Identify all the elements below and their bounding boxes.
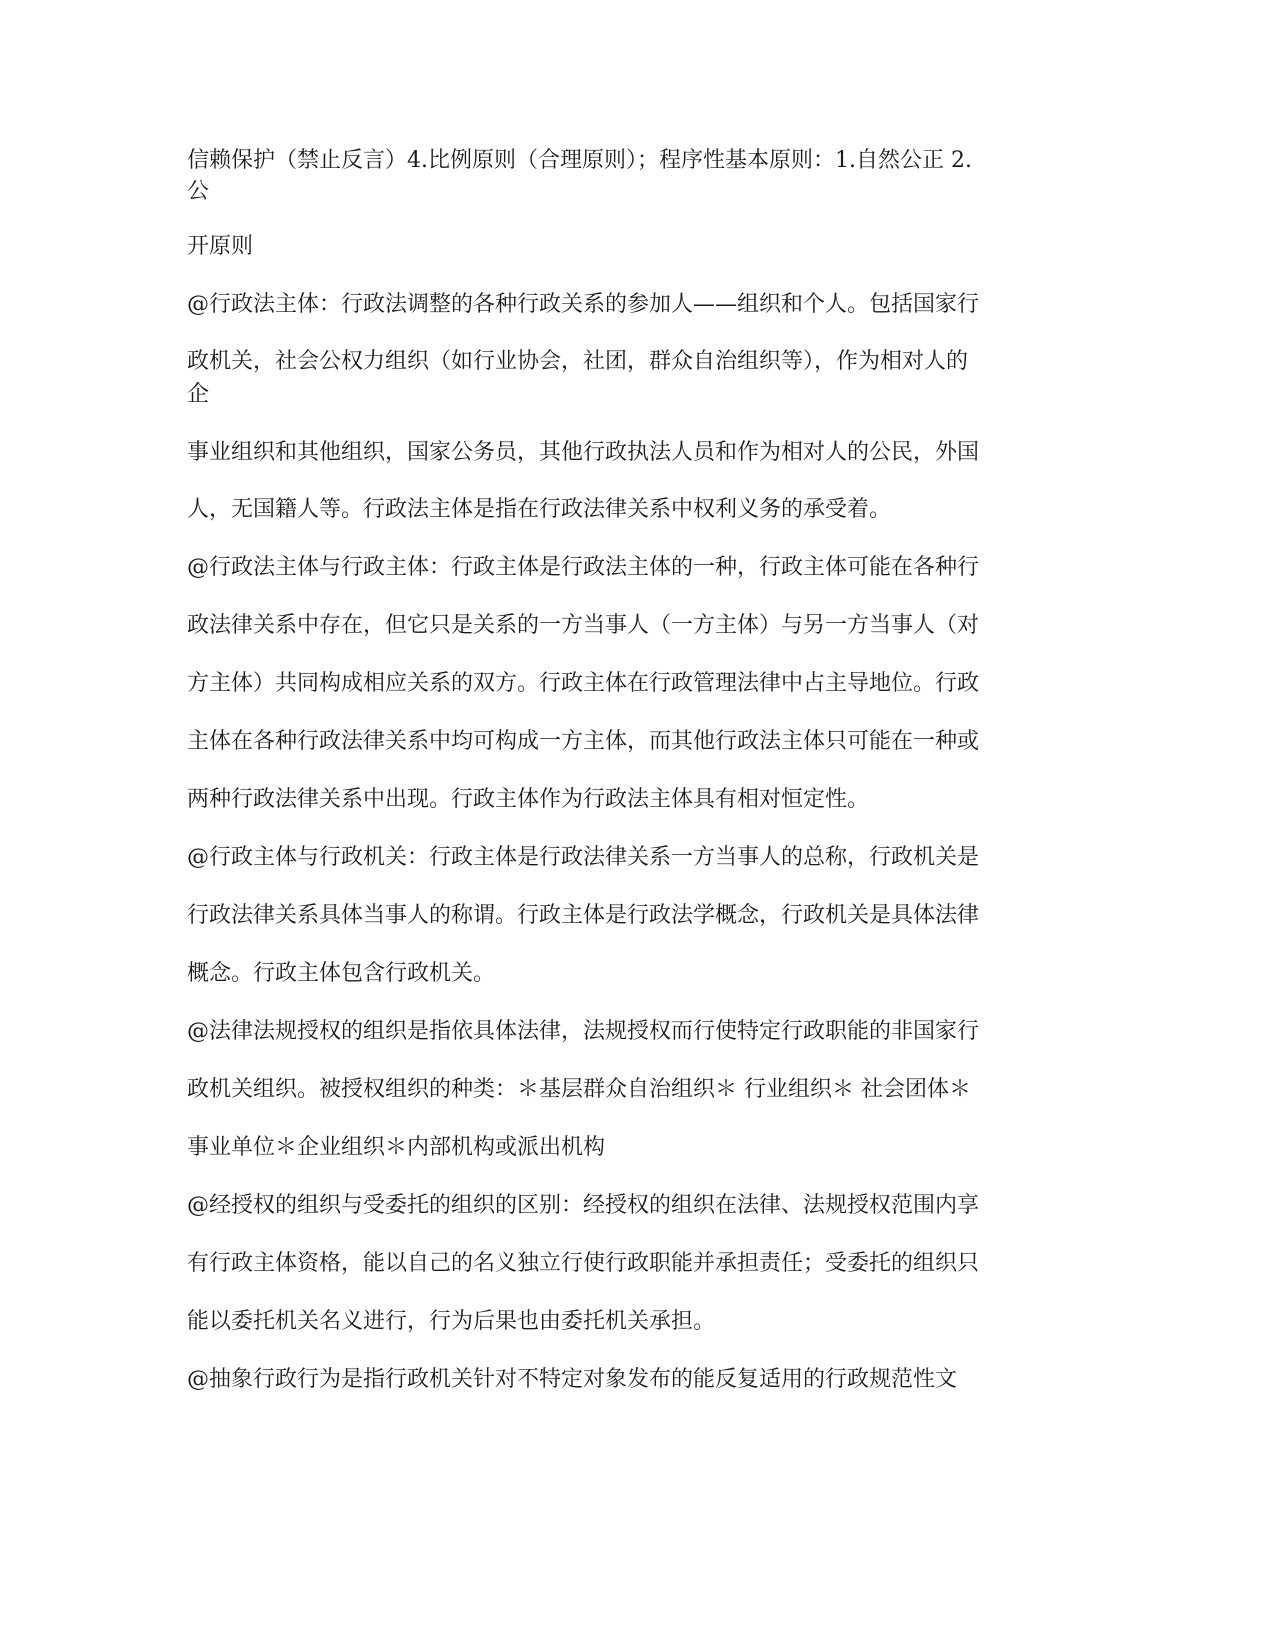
text-line: 方主体）共同构成相应关系的双方。行政主体在行政管理法律中占主导地位。行政: [187, 671, 980, 696]
text-line: 两种行政法律关系中出现。行政主体作为行政法主体具有相对恒定性。: [187, 787, 870, 812]
text-line: 有行政主体资格，能以自己的名义独立行使行政职能并承担责任；受委托的组织只: [187, 1251, 980, 1276]
text-line: 能以委托机关名义进行，行为后果也由委托机关承担。: [187, 1309, 716, 1334]
text-line: 事业组织和其他组织，国家公务员，其他行政执法人员和作为相对人的公民，外国: [187, 440, 980, 465]
text-line: @行政法主体与行政主体：行政主体是行政法主体的一种，行政主体可能在各种行: [187, 555, 980, 580]
text-line: 企: [187, 382, 210, 407]
text-line: 公: [187, 179, 210, 204]
text-line: 概念。行政主体包含行政机关。: [187, 961, 496, 986]
text-line: @行政法主体：行政法调整的各种行政关系的参加人——组织和个人。包括国家行: [187, 292, 980, 317]
text-line: 事业单位＊企业组织＊内部机构或派出机构: [187, 1135, 606, 1160]
text-line: @法律法规授权的组织是指依具体法律，法规授权而行使特定行政职能的非国家行: [187, 1019, 980, 1044]
text-line: @行政主体与行政机关：行政主体是行政法律关系一方当事人的总称，行政机关是: [187, 845, 980, 870]
text-line: 政法律关系中存在，但它只是关系的一方当事人（一方主体）与另一方当事人（对: [187, 613, 980, 638]
text-line: @抽象行政行为是指行政机关针对不特定对象发布的能反复适用的行政规范性文: [187, 1367, 958, 1392]
text-line: 政机关组织。被授权组织的种类：＊基层群众自治组织＊ 行业组织＊ 社会团体＊: [187, 1077, 971, 1102]
text-line: 人，无国籍人等。行政法主体是指在行政法律关系中权利义务的承受着。: [187, 497, 892, 522]
text-line: 主体在各种行政法律关系中均可构成一方主体，而其他行政法主体只可能在一种或: [187, 729, 980, 754]
text-line: 政机关，社会公权力组织（如行业协会，社团，群众自治组织等），作为相对人的: [187, 349, 969, 374]
text-line: 行政法律关系具体当事人的称谓。行政主体是行政法学概念，行政机关是具体法律: [187, 903, 980, 928]
text-line: 信赖保护（禁止反言）4.比例原则（合理原则）；程序性基本原则：1.自然公正 2.: [187, 148, 972, 173]
text-line: @经授权的组织与受委托的组织的区别：经授权的组织在法律、法规授权范围内享: [187, 1193, 980, 1218]
text-line: 开原则: [187, 234, 254, 259]
